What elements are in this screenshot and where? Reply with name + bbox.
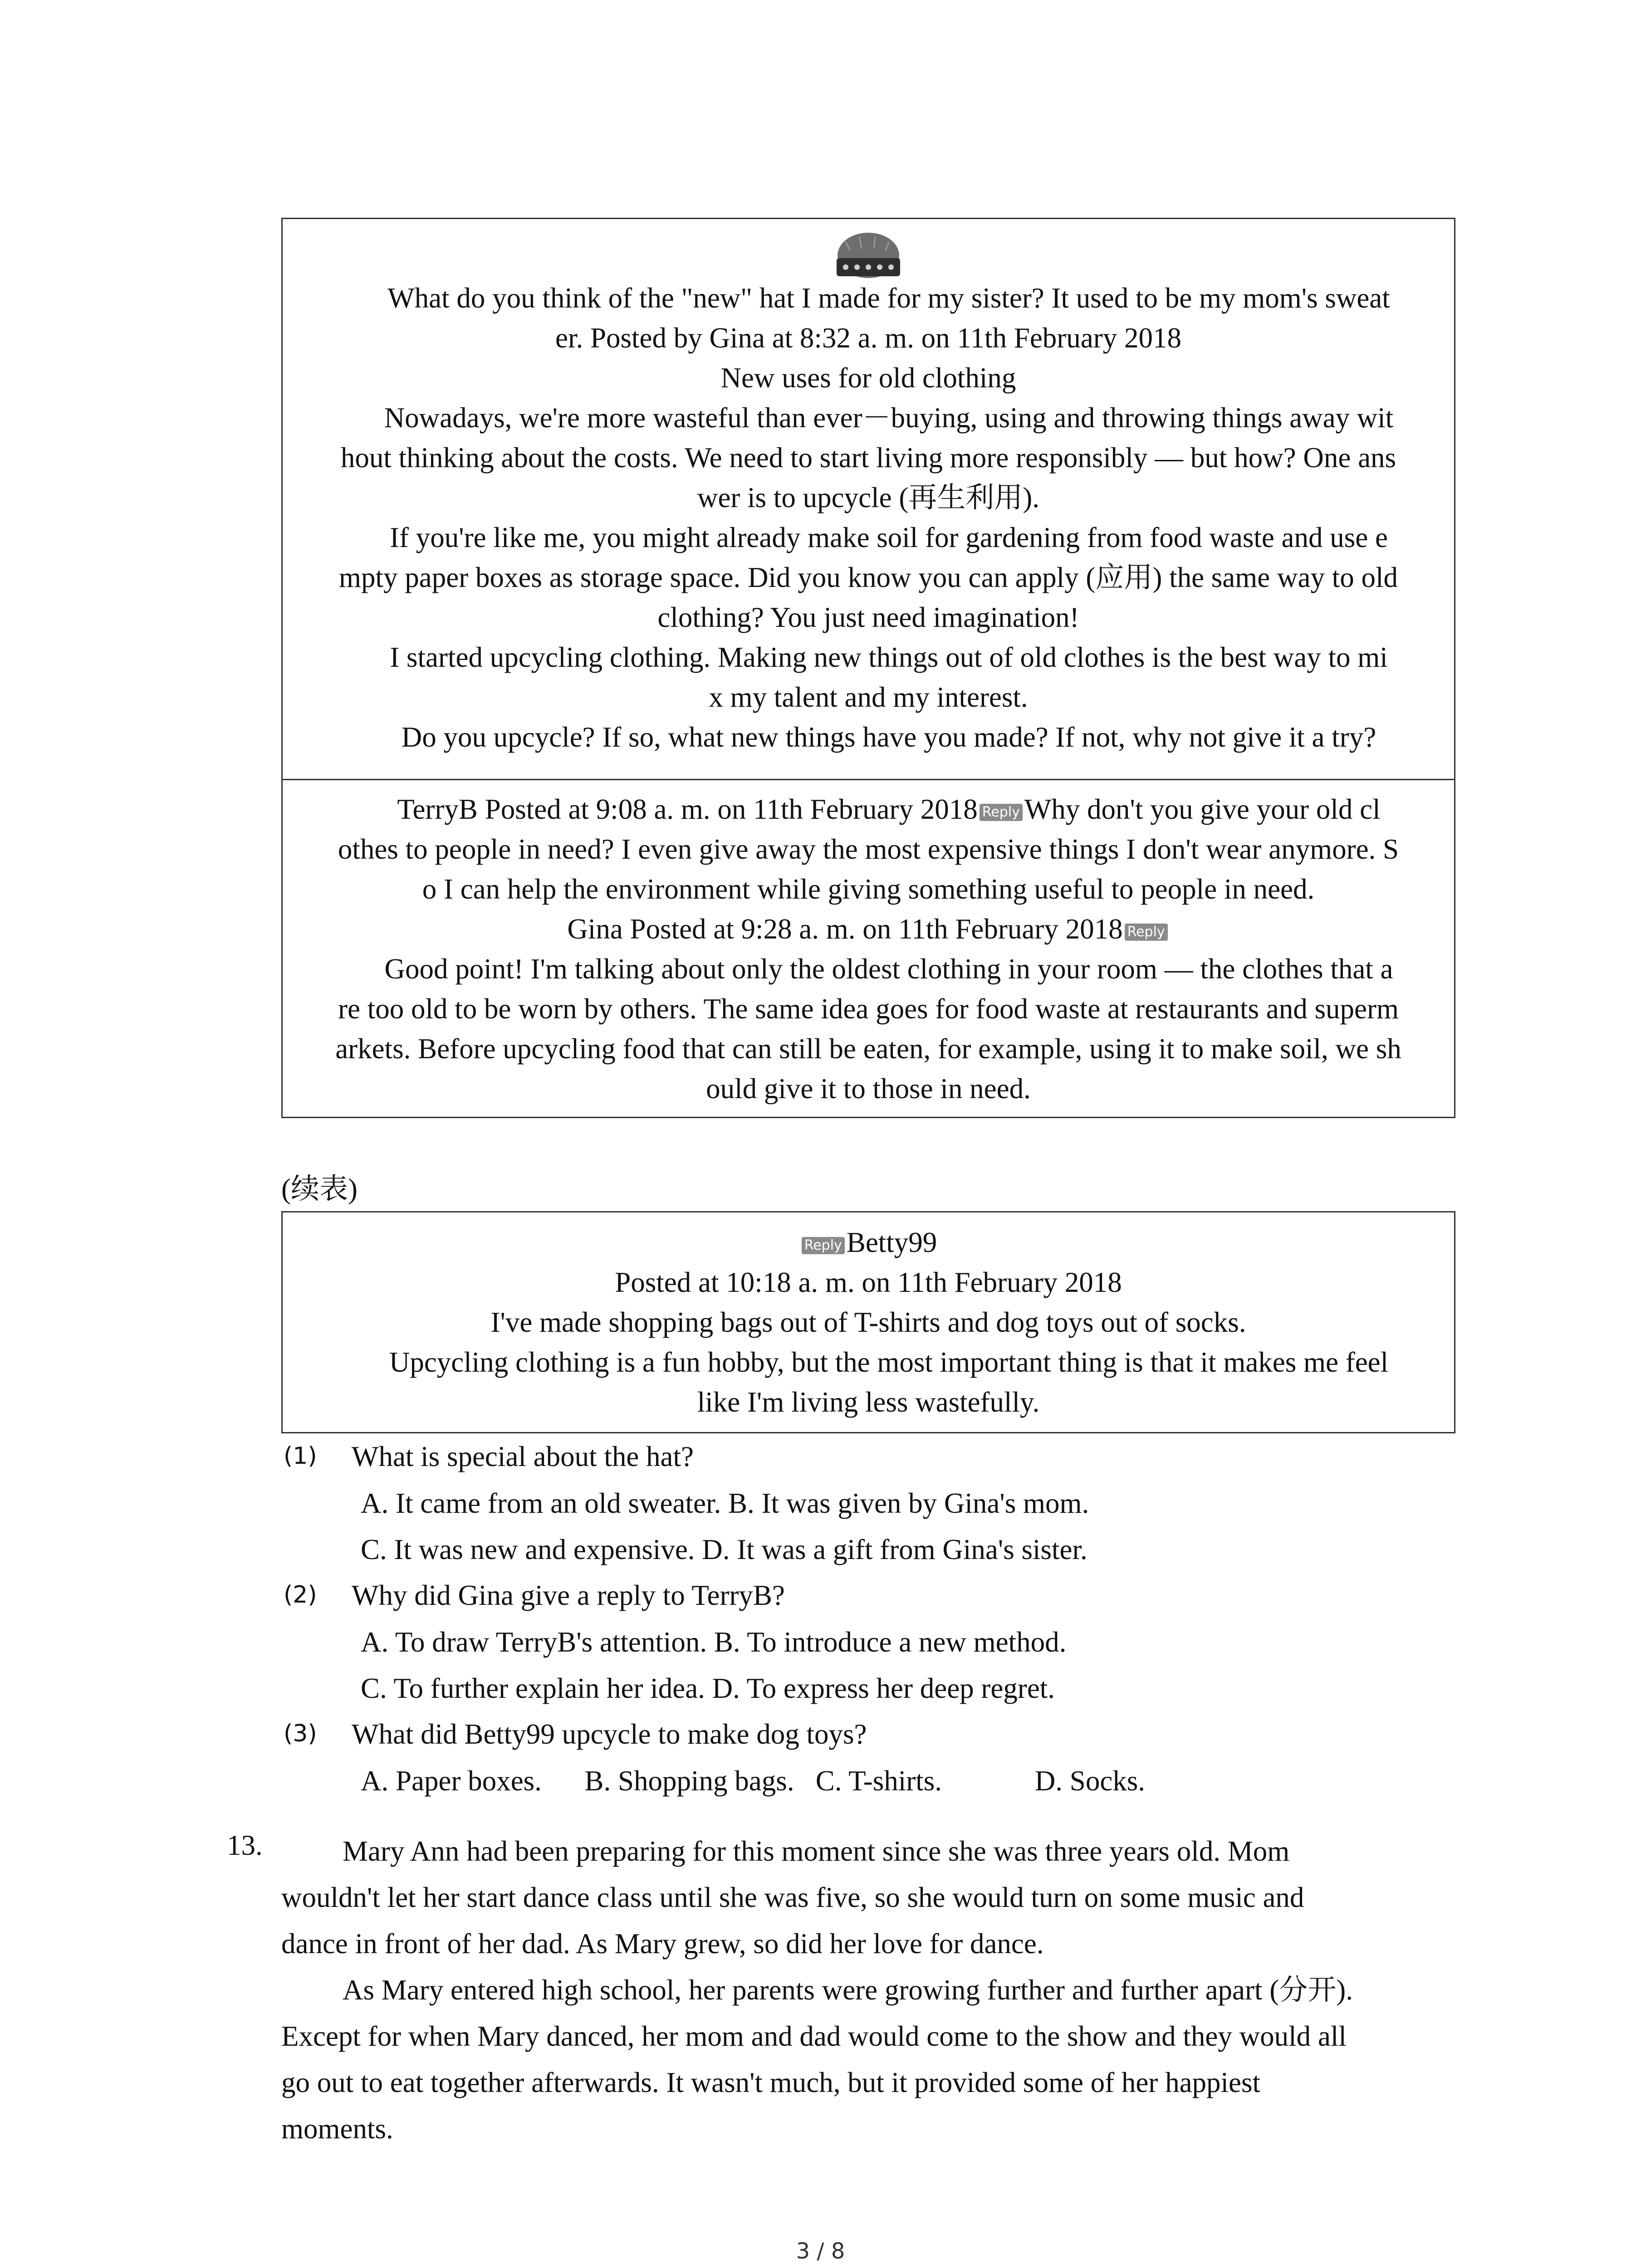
betty-head [283, 1222, 1454, 1262]
question-option: A. It came from an old sweater. B. It was given by Gina's mom. [361, 1487, 1089, 1519]
betty-line: Posted at 10:18 a. m. on 11th February 2018 [615, 1266, 1122, 1298]
passage-line: As Mary entered high school, her parents were growing further and further apart (分开). [343, 1974, 1353, 2006]
betty-line: Upcycling clothing is a fun hobby, but the most important thing is that it makes me feel [389, 1346, 1389, 1378]
post-line: I started upcycling clothing. Making new things out of old clothes is the best way to mi [390, 641, 1388, 673]
reply-icon[interactable]: Reply [1125, 924, 1168, 941]
terry-reply-head [283, 789, 1454, 829]
passage-line: dance in front of her dad. As Mary grew, so did her love for dance. [281, 1928, 1044, 1960]
passage-body [281, 1828, 1461, 2152]
question-text: What did Betty99 upcycle to make dog toys? [352, 1718, 867, 1750]
post-line: Do you upcycle? If so, what new things have you made? If not, why not give it a try? [401, 721, 1376, 753]
betty-name: Betty99 [846, 1227, 937, 1258]
question-option: A. Paper boxes. B. Shopping bags. C. T-shirts. D. Socks. [361, 1765, 1146, 1797]
betty-line: I've made shopping bags out of T-shirts and dog toys out of socks. [490, 1306, 1246, 1338]
question-text: Why did Gina give a reply to TerryB? [352, 1579, 785, 1611]
post-line: clothing? You just need imagination! [657, 601, 1079, 633]
gina-line: arkets. Before upcycling food that can still be eaten, for example, using it to make soil, we sh [335, 1033, 1401, 1065]
question-number: (3) [284, 1720, 317, 1747]
question-option: A. To draw TerryB's attention. B. To introduce a new method. [361, 1626, 1067, 1658]
hat-image [832, 228, 905, 283]
terry-line: o I can help the environment while giving something useful to people in need. [422, 873, 1315, 905]
reply-icon[interactable]: Reply [980, 804, 1023, 821]
post-line: hout thinking about the costs. We need to start living more responsibly — but how? One ans [340, 442, 1396, 474]
question-option: C. To further explain her idea. D. To express her deep regret. [361, 1672, 1055, 1704]
passage-line: moments. [281, 2113, 393, 2145]
page-number: 3 / 8 [796, 2239, 845, 2264]
post-line: What do you think of the "new" hat I made for my sister? It used to be my mom's sweat [387, 282, 1390, 314]
gina-line: re too old to be worn by others. The same idea goes for food waste at restaurants and superm [338, 993, 1399, 1025]
passage-line: Mary Ann had been preparing for this moment since she was three years old. Mom [343, 1835, 1290, 1867]
continued-label: (续表) [281, 1173, 358, 1205]
gina-line: ould give it to those in need. [706, 1073, 1031, 1105]
post-line: wer is to upcycle (再生利用). [697, 482, 1040, 513]
terry-line: othes to people in need? I even give away the most expensive things I don't wear anymore. S [338, 833, 1399, 865]
passage-number: 13. [227, 1829, 263, 1861]
passage-line: wouldn't let her start dance class until she was five, so she would turn on some music and [281, 1882, 1304, 1913]
post-title: New uses for old clothing [720, 362, 1016, 394]
reply-icon[interactable]: Reply [802, 1237, 845, 1254]
gina-meta: Gina Posted at 9:28 a. m. on 11th February 2018 [567, 913, 1123, 945]
passage-line: Except for when Mary danced, her mom and dad would come to the show and they would all [281, 2020, 1347, 2052]
post-line: Nowadays, we're more wasteful than ever－buying, using and throwing things away wit [384, 402, 1394, 434]
betty-line: like I'm living less wastefully. [697, 1386, 1040, 1418]
gina-reply-head [283, 909, 1454, 949]
question-option: C. It was new and expensive. D. It was a gift from Gina's sister. [361, 1534, 1087, 1565]
terry-meta: TerryB Posted at 9:08 a. m. on 11th February 2018 [397, 793, 978, 825]
passage-line: go out to eat together afterwards. It wasn't much, but it provided some of her happiest [281, 2067, 1261, 2098]
replies-box [281, 779, 1455, 1118]
betty-box [281, 1211, 1455, 1433]
post-line: er. Posted by Gina at 8:32 a. m. on 11th February 2018 [555, 322, 1181, 354]
post-line: If you're like me, you might already make soil for gardening from food waste and use e [390, 522, 1388, 553]
post-line: x my talent and my interest. [709, 681, 1028, 713]
question-text: What is special about the hat? [352, 1441, 694, 1472]
gina-line: Good point! I'm talking about only the oldest clothing in your room — the clothes that a [384, 953, 1393, 985]
question-number: (1) [284, 1442, 317, 1470]
terry-text: Why don't you give your old cl [1024, 793, 1381, 825]
post-line: mpty paper boxes as storage space. Did you know you can apply (应用) the same way to old [339, 562, 1398, 593]
post-box [281, 218, 1455, 780]
question-number: (2) [284, 1581, 317, 1608]
